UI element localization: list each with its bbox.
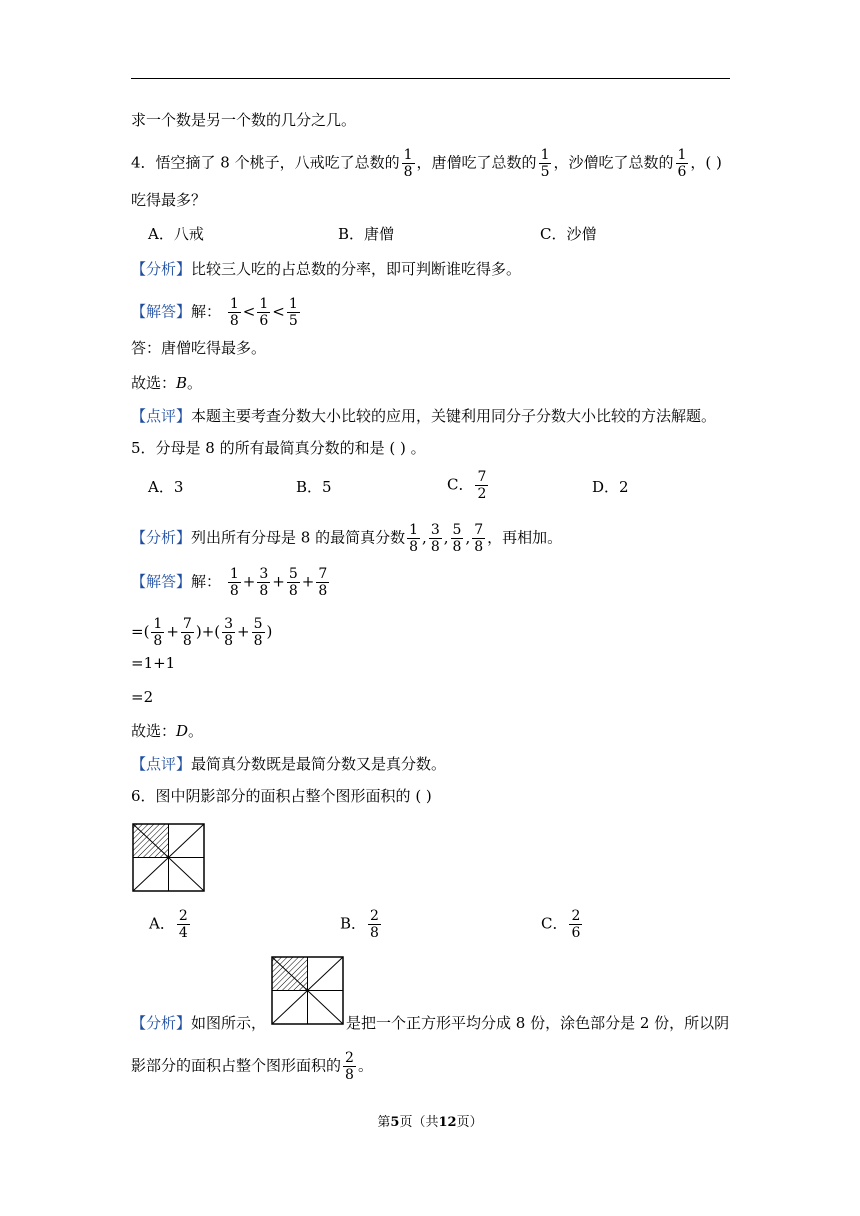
q4-option-b[interactable]: B．唐僧	[338, 225, 395, 243]
q4-stem-c: ，沙僧吃了总数的	[553, 153, 674, 172]
period: 。	[187, 374, 203, 392]
numerator: 7	[182, 616, 192, 632]
period: 。	[188, 722, 204, 740]
sol-fraction-1	[228, 296, 241, 329]
q5-choose	[131, 721, 203, 741]
numerator: 7	[318, 566, 328, 582]
numerator: 1	[288, 296, 298, 312]
denominator: 8	[229, 313, 239, 329]
fraction-5-8	[451, 522, 464, 555]
numerator: 3	[430, 522, 440, 538]
numerator: 5	[452, 522, 462, 538]
numerator: 3	[259, 566, 269, 582]
q4-fraction-1	[402, 147, 415, 180]
denominator: 8	[430, 539, 440, 555]
comment-text: 最简真分数既是最简分数又是真分数。	[191, 755, 447, 773]
q5-option-c[interactable]	[447, 469, 490, 502]
denominator: 8	[229, 583, 239, 599]
option-label: C．	[447, 475, 474, 494]
sum-fraction-1	[228, 566, 241, 599]
q5-solution: 【解答】解： $\frac{1}{8}$ + $\frac{3}{8}$ + $\frac{5}{8}$ + $\frac{7}{8}$	[131, 566, 328, 599]
comment-tag: 【点评】	[131, 755, 192, 773]
q6-option-a[interactable]	[149, 908, 192, 941]
option-label: A．	[149, 914, 175, 933]
analysis-text: 列出所有分母是 8 的最简真分数	[191, 528, 406, 547]
q5-comment	[131, 754, 446, 774]
q4-option-a[interactable]: A．八戒	[148, 225, 204, 243]
choice-letter: B	[176, 374, 188, 392]
total-pages: 12	[438, 1115, 457, 1130]
q4-fraction-2	[539, 147, 552, 180]
footer-text: 第	[377, 1115, 391, 1130]
analysis-tag: 【分析】	[131, 1014, 192, 1032]
numerator: 1	[540, 147, 550, 163]
step-prefix: =(	[131, 622, 150, 641]
denominator: 8	[409, 539, 419, 555]
q4-comment	[131, 406, 716, 426]
denominator: 8	[474, 539, 484, 555]
denominator: 6	[677, 164, 687, 180]
numerator: 7	[474, 522, 484, 538]
denominator: 5	[288, 313, 298, 329]
q6-analysis	[131, 1013, 266, 1033]
q4-stem	[131, 147, 722, 180]
denominator: 2	[477, 486, 487, 502]
option-label: B．	[340, 914, 367, 933]
denominator: 8	[318, 583, 328, 599]
option-label: C．	[541, 914, 568, 933]
q6-analysis-cont: 是把一个正方形平均分成 8 份，涂色部分是 2 份，所以阴	[346, 1014, 730, 1032]
fraction-7-8	[472, 522, 485, 555]
sum-fraction-2	[257, 566, 270, 599]
q6-option-c[interactable]	[541, 908, 584, 941]
choose-label: 故选：	[131, 374, 177, 392]
analysis-text: 如图所示，	[191, 1014, 267, 1032]
solution-prefix: 解：	[191, 302, 222, 321]
q6-stem: 6．图中阴影部分的面积占整个图形面积的 ( )	[131, 787, 432, 805]
denominator: 8	[182, 633, 192, 649]
numerator: 5	[253, 616, 263, 632]
intro-text: 求一个数是另一个数的几分之几。	[131, 111, 357, 129]
q4-choose	[131, 373, 202, 393]
numerator: 1	[409, 522, 419, 538]
q6-analysis-figure	[271, 956, 344, 1025]
denominator: 8	[345, 1067, 354, 1083]
choose-label: 故选：	[131, 722, 177, 740]
denominator: 8	[253, 633, 263, 649]
numerator: 1	[259, 296, 269, 312]
q5-step3: =2	[131, 688, 154, 706]
denominator: 6	[259, 313, 269, 329]
numerator: 5	[288, 566, 298, 582]
denominator: 8	[370, 925, 379, 941]
numerator: 1	[229, 296, 239, 312]
analysis-text: 比较三人吃的占总数的分率，即可判断谁吃得多。	[191, 260, 522, 278]
q5-step2: =1+1	[131, 654, 176, 672]
period: 。	[357, 1056, 373, 1075]
q4-answer: 答：唐僧吃得最多。	[131, 339, 267, 357]
q4-solution	[131, 296, 302, 329]
header-rule	[131, 78, 730, 79]
analysis-fraction	[343, 1050, 356, 1083]
numerator: 2	[345, 1050, 354, 1066]
numerator: 3	[224, 616, 234, 632]
numerator: 1	[153, 616, 163, 632]
step-fraction-1	[151, 616, 164, 649]
page-footer	[0, 1111, 860, 1130]
q4-stem-b: ，唐僧吃了总数的	[416, 153, 537, 172]
comment-tag: 【点评】	[131, 407, 192, 425]
analysis-tag: 【分析】	[131, 528, 192, 547]
sum-fraction-3	[287, 566, 300, 599]
sum-fraction-4	[316, 566, 329, 599]
option-fraction	[368, 908, 381, 941]
denominator: 8	[259, 583, 269, 599]
numerator: 2	[178, 908, 188, 924]
option-fraction	[475, 469, 488, 502]
fraction-1-8	[407, 522, 420, 555]
footer-text: 页（共	[399, 1115, 439, 1130]
denominator: 8	[452, 539, 462, 555]
step-fraction-4	[181, 616, 194, 649]
denominator: 8	[288, 583, 298, 599]
q4-option-c[interactable]: C．沙僧	[540, 225, 597, 243]
q5-analysis: 【分析】列出所有分母是 8 的最简真分数 $\frac{1}{8}$ , $\frac{3}{8}$ , $\frac{5}{8}$ , $\frac{7}{8}$ ，再相加。	[131, 522, 563, 555]
q5-option-a[interactable]: A．3	[148, 478, 184, 496]
option-fraction	[177, 908, 190, 941]
q5-step1: =( $\frac{1}{8}$ + $\frac{7}{8}$ )+( $\frac{3}{8}$ + $\frac{5}{8}$ )	[131, 616, 273, 649]
q4-stem-d: ，( )	[690, 153, 722, 172]
choice-letter: D	[176, 722, 189, 740]
fraction-3-8	[429, 522, 442, 555]
numerator: 1	[403, 147, 413, 163]
numerator: 2	[370, 908, 379, 924]
q5-stem: 5．分母是 8 的所有最简真分数的和是 ( ) 。	[131, 439, 426, 457]
solution-tag: 【解答】	[131, 572, 192, 591]
denominator: 6	[571, 925, 581, 941]
numerator: 7	[477, 469, 487, 485]
q4-stem-a: 4．悟空摘了 8 个桃子，八戒吃了总数的	[131, 153, 400, 172]
analysis-text-end: ，再相加。	[487, 528, 563, 547]
q6-figure	[132, 823, 205, 892]
sol-fraction-2	[257, 296, 270, 329]
denominator: 8	[153, 633, 163, 649]
q4-fraction-3	[676, 147, 689, 180]
q6-analysis-line2	[131, 1050, 373, 1083]
sol-fraction-3	[287, 296, 300, 329]
q4-stem-line2: 吃得最多？	[131, 191, 207, 209]
footer-text: 页）	[456, 1115, 483, 1130]
denominator: 5	[540, 164, 550, 180]
page-number: 5	[390, 1115, 400, 1130]
less-than-sign: <	[272, 302, 285, 321]
step-fraction-2	[222, 616, 235, 649]
numerator: 1	[677, 147, 687, 163]
less-than-sign: <	[242, 302, 256, 321]
solution-prefix: 解：	[191, 572, 222, 591]
step-fraction-3	[252, 616, 265, 649]
comment-text: 本题主要考查分数大小比较的应用，关键利用同分子分数大小比较的方法解题。	[191, 407, 717, 425]
numerator: 2	[571, 908, 581, 924]
option-fraction	[569, 908, 582, 941]
analysis-text: 影部分的面积占整个图形面积的	[131, 1056, 342, 1075]
q5-option-b[interactable]: B．5	[296, 478, 332, 496]
analysis-tag: 【分析】	[131, 260, 192, 278]
q4-analysis	[131, 259, 521, 279]
solution-tag: 【解答】	[131, 302, 192, 321]
q6-option-b[interactable]	[340, 908, 383, 941]
q5-option-d[interactable]: D．2	[592, 478, 629, 496]
denominator: 4	[178, 925, 188, 941]
denominator: 8	[224, 633, 234, 649]
numerator: 1	[229, 566, 239, 582]
denominator: 8	[403, 164, 413, 180]
